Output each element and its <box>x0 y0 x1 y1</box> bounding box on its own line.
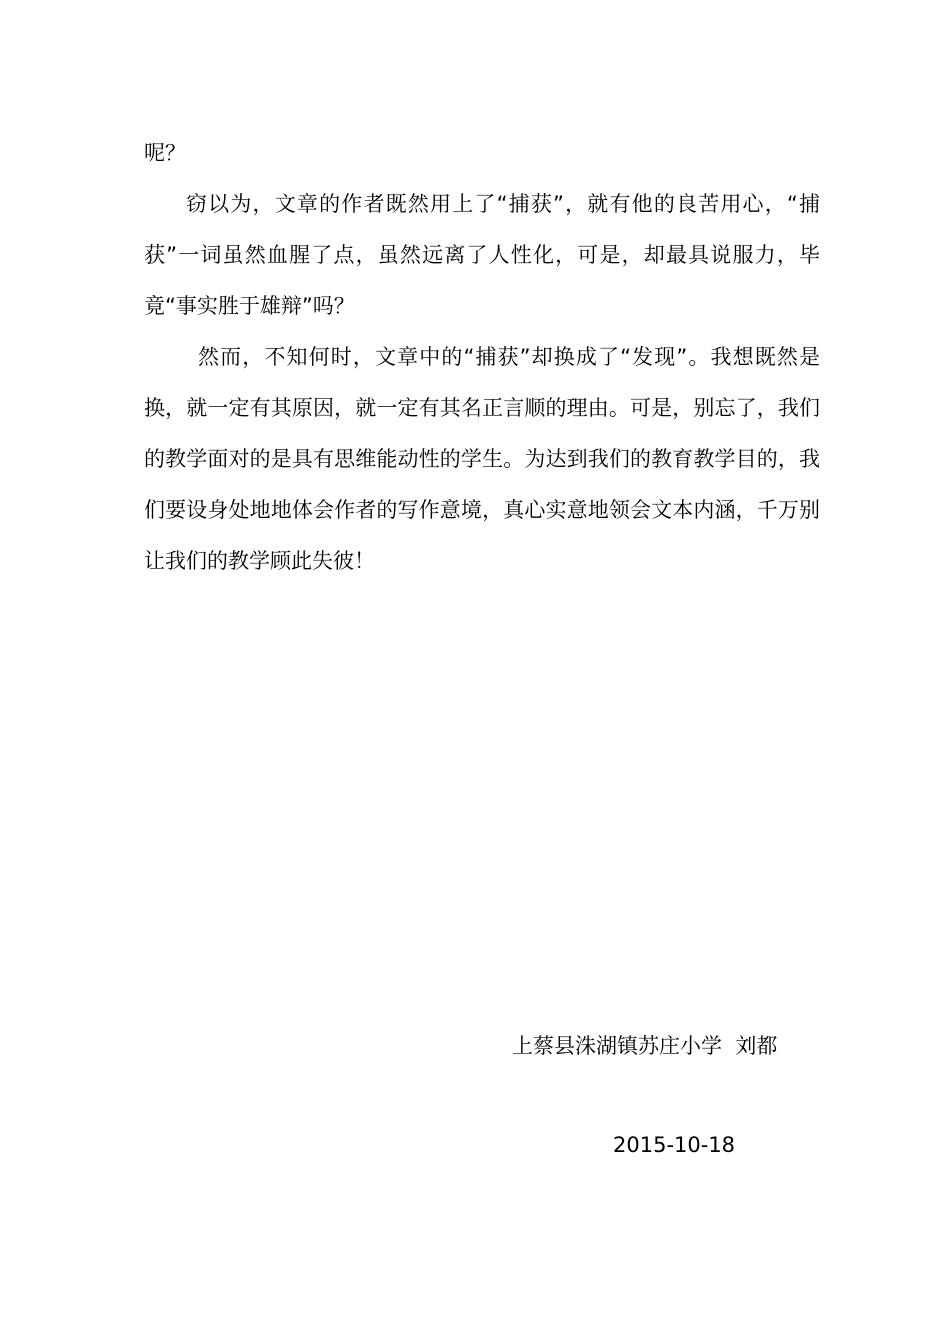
paragraph-capture-argument: 窃以为，文章的作者既然用上了“捕获”，就有他的良苦用心，“捕获”一词虽然血腥了点，虽然远离了人性化，可是，却最具说服力，毕竟“事实胜于雄辩”吗？ <box>144 192 820 318</box>
author-signature: 上蔡县洙湖镇苏庄小学 刘都 <box>512 1034 778 1058</box>
document-date: 2015-10-18 <box>613 1133 736 1157</box>
paragraph-conclusion: 然而，不知何时，文章中的“捕获”却换成了“发现”。我想既然是换，就一定有其原因，就一定有其名正言顺的理由。可是，别忘了，我们的教学面对的是具有思维能动性的学生。为达到我们的教育教学目的，我们要设身处地地体会作者的写作意境，真心实意地领会文本内涵，千万别让我们的教学顾此失彼！ <box>144 345 820 573</box>
paragraph-continuation: 呢？ <box>144 141 186 165</box>
article-body <box>144 128 820 587</box>
